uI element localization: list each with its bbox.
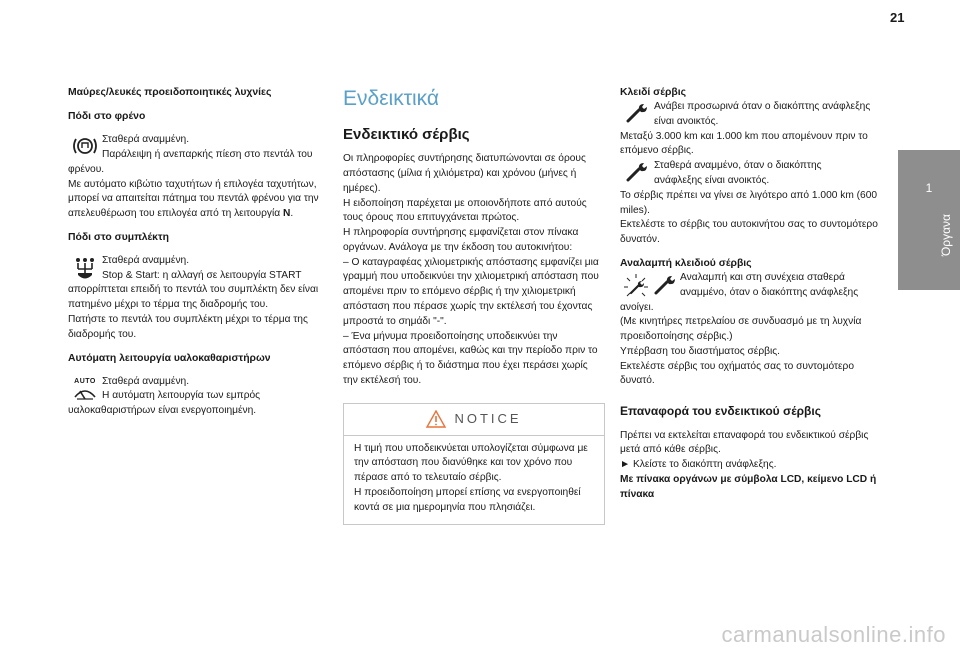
key-row-1 [620, 100, 882, 130]
wipers-row [68, 375, 330, 405]
flash-para2: Υπέρβαση του διαστήματος σέρβις. [620, 345, 780, 357]
service-p5: – Ένα μήνυμα προειδοποίησης υποδεικνύει την απόσταση που απομένει, καθώς και την περίοδο πριν το επόμενο σέρβις ή το διάστημα που έχει περάσει χωρίς την εκτέλεσή του. [343, 330, 598, 386]
key-line4: ανάφλεξης είναι ανοικτός. [654, 174, 770, 186]
auto-label: AUTO [74, 377, 96, 385]
notice-p1: Η τιμή που υποδεικνύεται υπολογίζεται σύμφωνα με την απόσταση που διανύθηκε και τον χρόνο που πέρασε από το τελευταίο σέρβις. [354, 442, 588, 484]
key-para3: Εκτελέστε το σέρβις του αυτοκινήτου σας το συντομότερο δυνατόν. [620, 219, 878, 246]
reset-title: Επαναφορά του ενδεικτικού σέρβις [620, 404, 821, 419]
wipers-cont: υαλοκαθαριστήρων είναι ενεργοποιημένη. [68, 405, 257, 417]
chapter-number: 1 [925, 181, 933, 195]
brake-line1: Σταθερά αναμμένη. [102, 134, 190, 146]
reset-p3: Με πίνακα οργάνων με σύμβολα LCD, κείμενο LCD ή πίνακα [620, 473, 877, 500]
notice-title: NOTICE [454, 410, 522, 426]
reset-step: ► Κλείστε το διακόπτη ανάφλεξης. [620, 459, 777, 471]
flash-row [620, 271, 882, 301]
auto-wiper-icon [68, 375, 102, 401]
page-number: 21 [890, 10, 905, 25]
flash-para3: Εκτελέστε σέρβις του οχήματός σας το συντομότερο δυνατό. [620, 360, 855, 387]
key-line1: Ανάβει προσωρινά όταν ο διακόπτης ανάφλεξης [654, 101, 871, 113]
clutch-foot-icon [68, 254, 102, 282]
service-p4: – Ο καταγραφέας χιλιομετρικής απόστασης εμφανίζει μια γραμμή που υποδεικνύει την χιλιομετρική απόσταση που απομένει πριν το επόμενο σέρβις ή την χιλιομετρική απόσταση που πέρασε χωρίς την εκτέλεσή του έχοντας μπροστά το σημάδι "-". [343, 256, 599, 327]
flashing-wrench-icon [623, 273, 649, 297]
mode-n: N [283, 208, 291, 220]
notice-header [344, 404, 604, 436]
wrench-icon [653, 274, 677, 296]
key-title: Κλειδί σέρβις [620, 87, 687, 98]
key-row-2 [620, 159, 882, 189]
flash-title: Αναλαμπή κλειδιού σέρβις [620, 257, 752, 269]
notice-box [343, 403, 605, 525]
column-left [68, 85, 330, 419]
clutch-para2: Πατήστε το πεντάλ του συμπλέκτη μέχρι το τέρμα της διαδρομής του. [68, 314, 308, 340]
brake-warning-icon [68, 133, 102, 157]
key-para: Μεταξύ 3.000 km και 1.000 km που απομένουν πριν το επόμενο σέρβις. [620, 130, 868, 157]
flash-line2: αναμμένο, όταν ο διακόπτης ανάφλεξης [680, 286, 859, 298]
service-title: Ενδεικτικό σέρβις [343, 126, 470, 144]
wipers-line1: Σταθερά αναμμένη. [102, 375, 190, 387]
clutch-para1: απορρίπτεται επειδή το πεντάλ του συμπλέκτη δεν είναι πατημένο μέχρι το τέρμα της διαδρομής του. [68, 284, 319, 311]
flash-para1: (Με κινητήρες πετρελαίου σε συνδυασμό με τη λυχνία προειδοποίησης σέρβις.) [620, 316, 862, 343]
section-title: Ενδεικτικά [343, 87, 440, 110]
notice-p2: Η προειδοποίηση μπορεί επίσης να ενεργοποιηθεί κοντά σε μια ημερομηνία που πλησιάζει. [354, 487, 581, 513]
warning-triangle-icon [426, 410, 446, 428]
brake-line2: Παράλειψη ή ανεπαρκής πίεση στο πεντάλ του [102, 148, 313, 160]
wipers-title: Αυτόματη λειτουργία υαλοκαθαριστήρων [68, 352, 271, 364]
clutch-row [68, 254, 330, 284]
reset-p1: Πρέπει να εκτελείται επαναφορά του ενδεικτικού σέρβις μετά από κάθε σέρβις. [620, 429, 869, 456]
section-heading: Μαύρες/λευκές προειδοποιητικές λυχνίες [68, 87, 272, 98]
column-right [620, 85, 882, 503]
clutch-line1: Σταθερά αναμμένη. [102, 254, 190, 266]
bullet-arrow-icon: ► [620, 459, 631, 471]
brake-title: Πόδι στο φρένο [68, 111, 146, 123]
column-middle [343, 80, 605, 525]
wrench-icon [620, 100, 654, 124]
brake-para: Με αυτόματο κιβώτιο ταχυτήτων ή επιλογέα ταχυτήτων, μπορεί να απαιτείται πάτημα του πεντάλ φρένου για την απελευθέρωση του επιλογέα από τη λειτουργία N. [68, 178, 319, 220]
brake-cont: φρένου. [68, 163, 105, 175]
clutch-title: Πόδι στο συμπλέκτη [68, 231, 169, 243]
key-line2: είναι ανοικτός. [654, 115, 719, 127]
key-para2: Το σέρβις πρέπει να γίνει σε λιγότερο από 1.000 km (600 miles). [620, 189, 878, 216]
clutch-line2: Stop & Start: η αλλαγή σε λειτουργία START [102, 269, 302, 281]
wipers-line2: Η αυτόματη λειτουργία των εμπρός [102, 390, 261, 402]
wrench-icon [620, 159, 654, 183]
service-p1: Οι πληροφορίες συντήρησης διατυπώνονται σε όρους απόστασης (μίλια ή χιλιόμετρα) και χρόνου (μήνες ή ημέρες). [343, 153, 586, 194]
footer-watermark [0, 618, 960, 649]
service-p3: Η πληροφορία συντήρησης εμφανίζεται στον πίνακα οργάνων. Ανάλογα με την έκδοση του αυτοκινήτου: [343, 227, 579, 253]
service-p2: Η ειδοποίηση παρέχεται με οποιονδήποτε από αυτούς τους όρους που επιτυγχάνεται πρώτος. [343, 197, 587, 224]
brake-row [68, 133, 330, 163]
watermark-text: carmanualsonline.info [721, 622, 946, 647]
key-line3: Σταθερά αναμμένο, όταν ο διακόπτης [654, 160, 822, 172]
chapter-label: Όργανα [939, 214, 953, 256]
flash-line1: Αναλαμπή και στη συνέχεια σταθερά [680, 271, 845, 283]
chapter-tab[interactable] [898, 150, 960, 290]
flash-cont: ανοίγει. [620, 301, 654, 313]
